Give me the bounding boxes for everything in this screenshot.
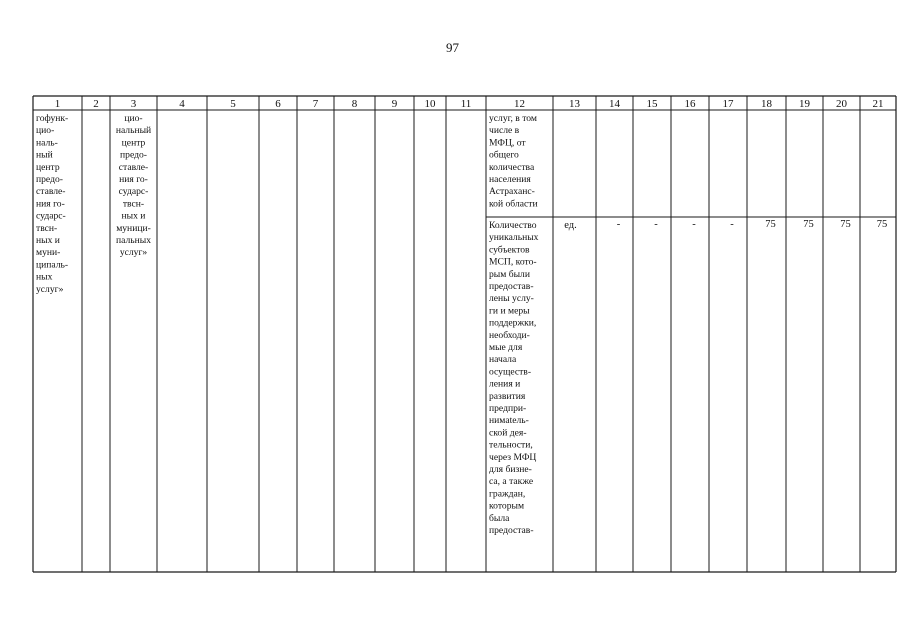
- header-cell-8: 8: [351, 98, 358, 110]
- header-cell-20: 20: [836, 98, 847, 110]
- header-cell-16: 16: [684, 98, 696, 110]
- col1-line: ных: [36, 271, 53, 283]
- col1-line: ния го-: [36, 198, 65, 210]
- row2-indicator-line: уникальных: [489, 232, 539, 244]
- row2-value-col21: 75: [876, 219, 888, 230]
- header-cell-5: 5: [230, 98, 236, 110]
- col1-line: цио-: [36, 125, 55, 137]
- row2-indicator-line: субъектов: [489, 244, 530, 256]
- col3-line: ных и: [121, 210, 146, 222]
- col1-line: твсн-: [36, 222, 58, 234]
- header-cell-7: 7: [312, 98, 319, 110]
- row1-indicator-line: услуг, в том: [489, 113, 537, 124]
- row1-indicator-line: населения: [489, 174, 531, 185]
- col1-line: наль-: [36, 137, 58, 149]
- col1-line: центр: [36, 161, 60, 173]
- col3-line: ния го-: [119, 174, 148, 185]
- row1-indicator-line: кой области: [489, 198, 538, 210]
- col1-line: услуг»: [36, 283, 64, 295]
- header-cell-15: 15: [646, 98, 658, 110]
- col3-line: предо-: [120, 149, 147, 161]
- row2-value-col19: 75: [803, 219, 814, 230]
- col3-line: нальный: [115, 125, 152, 137]
- header-cell-19: 19: [799, 98, 810, 110]
- col1-line: гофунк-: [36, 113, 69, 124]
- row2-indicator-line: ления и: [489, 378, 521, 390]
- header-cell-14: 14: [609, 98, 620, 110]
- col3-line: цио-: [124, 113, 143, 124]
- row2-value-col16: -: [692, 219, 696, 230]
- col1-line: ный: [36, 149, 53, 161]
- col1-line: ципаль-: [36, 259, 69, 271]
- row2-indicator-line: Количество: [489, 220, 537, 231]
- col3-line: услуг»: [119, 247, 148, 259]
- header-cell-18: 18: [761, 98, 772, 110]
- row2-value-col18: 75: [765, 219, 776, 230]
- header-cell-3: 3: [130, 98, 137, 110]
- header-cell-4: 4: [179, 98, 185, 110]
- row2-value-col14: -: [616, 219, 621, 230]
- header-cell-12: 12: [514, 98, 525, 110]
- col3-line: ставле-: [118, 161, 149, 173]
- header-cell-1: 1: [54, 98, 61, 110]
- row2-indicator-line: ги и меры: [489, 305, 530, 317]
- row2-indicator-line: которым: [489, 500, 525, 512]
- row2-indicator-line: через МФЦ: [489, 451, 537, 463]
- row2-indicator-line: поддержки,: [489, 317, 537, 329]
- col1-line: предо-: [36, 174, 63, 185]
- row1-indicator-line: общего: [489, 149, 519, 161]
- row2-indicator-line: нимatель-: [489, 415, 529, 427]
- row2-indicator-line: необходи-: [489, 329, 530, 341]
- row2-indicator-line: тельности,: [489, 439, 533, 451]
- row2-indicator-line: ской дея-: [489, 427, 527, 439]
- row2-value-col17: -: [730, 219, 734, 230]
- row2-value-col15: -: [654, 219, 658, 230]
- row1-indicator-line: числе в: [489, 125, 520, 137]
- header-cell-17: 17: [722, 98, 734, 110]
- row2-indicator-line: рым были: [489, 268, 530, 280]
- row2-indicator-line: осуществ-: [489, 366, 532, 378]
- col3-line: твсн-: [122, 198, 145, 210]
- row1-indicator-line: количества: [489, 161, 535, 173]
- row2-indicator-line: предостав-: [489, 281, 534, 292]
- header-cell-2: 2: [93, 98, 99, 110]
- col1-line: ных и: [36, 235, 60, 246]
- row2-value-col20: 75: [840, 219, 851, 230]
- col1-line: ставле-: [36, 186, 66, 198]
- header-cell-11: 11: [460, 98, 472, 110]
- page-number: 97: [446, 40, 459, 55]
- col1-line: муни-: [36, 247, 61, 259]
- row2-indicator-line: предпри-: [489, 403, 527, 414]
- header-cell-10: 10: [424, 98, 436, 110]
- row2-indicator-line: предостав-: [489, 525, 534, 536]
- col3-line: пальных: [115, 235, 152, 246]
- col3-line: муници-: [116, 222, 151, 234]
- row2-indicator-line: была: [489, 512, 510, 524]
- row1-indicator-line: Астраханс-: [489, 186, 535, 198]
- row2-indicator-line: начала: [489, 354, 517, 366]
- row2-indicator-line: лены услу-: [489, 293, 534, 305]
- col3-line: сударс-: [118, 186, 149, 198]
- row2-indicator-line: мые для: [489, 342, 523, 353]
- row1-indicator-line: МФЦ, от: [489, 137, 526, 149]
- row2-indicator-line: развития: [489, 390, 526, 402]
- header-cell-21: 21: [872, 98, 884, 110]
- col3-line: центр: [121, 137, 146, 149]
- header-cell-9: 9: [391, 98, 398, 110]
- header-cell-6: 6: [275, 98, 281, 110]
- row2-indicator-line: граждан,: [489, 488, 526, 500]
- col1-line: сударс-: [36, 210, 66, 222]
- row2-unit: ед.: [564, 220, 577, 231]
- header-cell-13: 13: [569, 98, 580, 110]
- row2-indicator-line: МСП, кото-: [489, 256, 537, 268]
- row2-indicator-line: для бизне-: [489, 464, 532, 475]
- row2-indicator-line: са, а также: [489, 476, 534, 488]
